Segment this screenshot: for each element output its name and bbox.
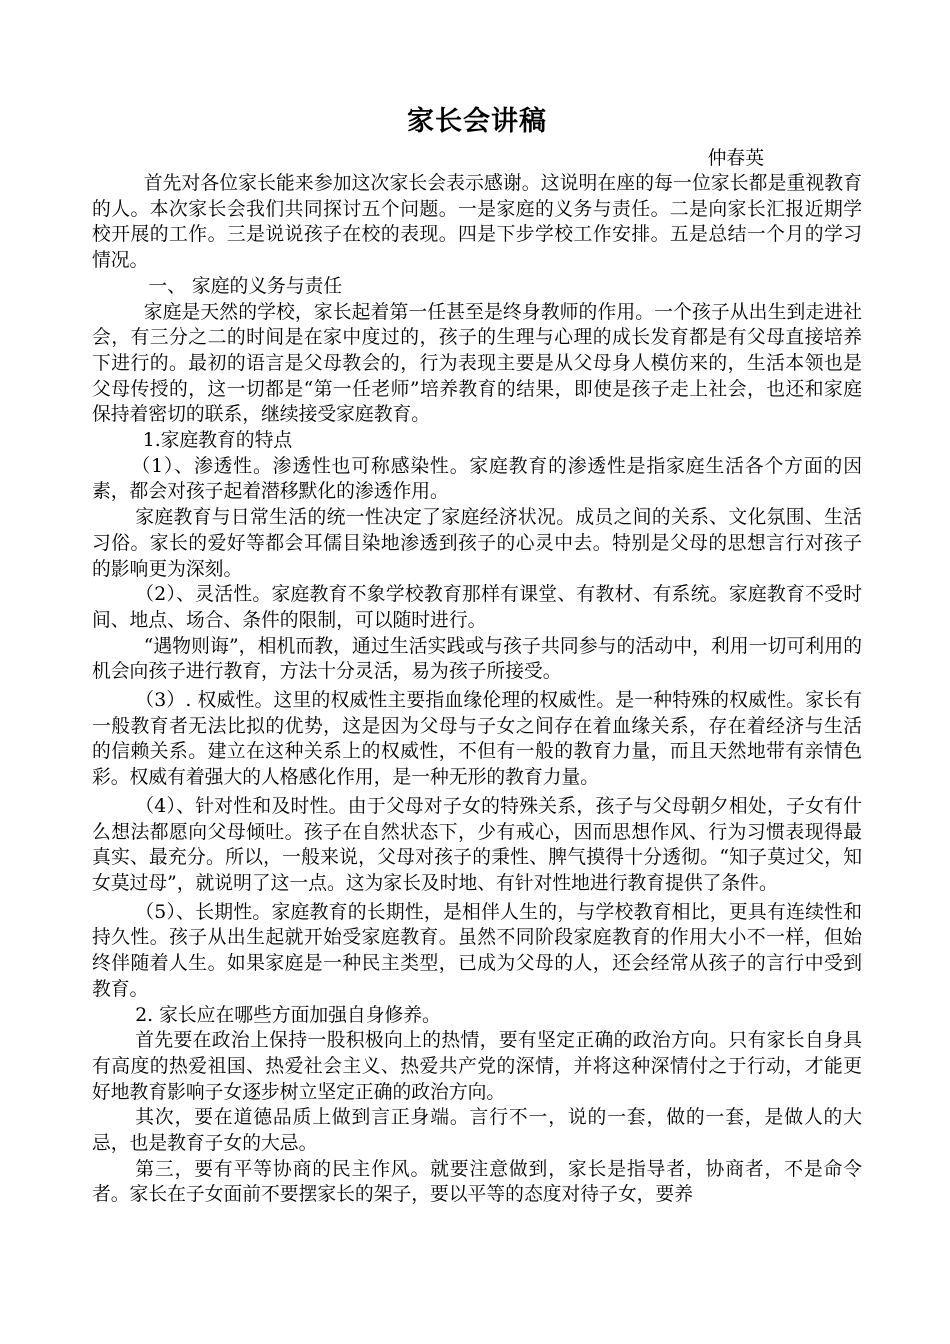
paragraph-permeability: （1）、渗透性。渗透性也可称感染性。家庭教育的渗透性是指家庭生活各个方面的因素，都会对孩子起着潜移默化的渗透作用。 bbox=[92, 455, 862, 503]
paragraph-politics: 首先要在政治上保持一股积极向上的热情，要有坚定正确的政治方向。只有家长自身具有高度的热爱祖国、热爱社会主义、热爱共产党的深情，并将这种深情付之于行动，才能更好地教育影响子女逐步树立坚定正确的政治方向。 bbox=[92, 1030, 862, 1103]
paragraph-authority: （3）. 权威性。这里的权威性主要指血缘伦理的权威性。是一种特殊的权威性。家长有一般教育者无法比拟的优势，这是因为父母与子女之间存在着血缘关系，存在着经济与生活的信赖关系。建立在这种关系上的权威性，不但有一般的教育力量，而且天然地带有亲情色彩。权威有着强大的人格感化作用，是一种无形的教育力量。 bbox=[92, 690, 862, 789]
author-name: 仲春英 bbox=[707, 148, 764, 169]
paragraph-daily-life: 家庭教育与日常生活的统一性决定了家庭经济状况。成员之间的关系、文化氛围、生活习俗。家长的爱好等都会耳儒目染地渗透到孩子的心灵中去。特别是父母的思想言行对孩子的影响更为深刻。 bbox=[92, 507, 862, 580]
section-heading-1: 一、 家庭的义务与责任 bbox=[148, 275, 343, 297]
paragraph-intro: 首先对各位家长能来参加这次家长会表示感谢。这说明在座的每一位家长都是重视教育的人。本次家长会我们共同探讨五个问题。一是家庭的义务与责任。二是向家长汇报近期学校开展的工作。三是说说孩子在校的表现。四是下步学校工作安排。五是总结一个月的学习情况。 bbox=[92, 173, 862, 272]
paragraph-timeliness: （4）、针对性和及时性。由于父母对子女的特殊关系，孩子与父母朝夕相处，子女有什么想法都愿向父母倾吐。孩子在自然状态下，少有戒心，因而思想作风、行为习惯表现得最真实、最充分。所以，一般来说，父母对孩子的秉性、脾气摸得十分透彻。“知子莫过父，知女莫过母”，就说明了这一点。这为家长及时地、有针对性地进行教育提供了条件。 bbox=[92, 795, 862, 894]
paragraph-family-school: 家庭是天然的学校，家长起着第一任甚至是终身教师的作用。一个孩子从出生到走进社会，有三分之二的时间是在家中度过的，孩子的生理与心理的成长发育都是有父母直接培养下进行的。最初的语言是父母教会的，行为表现主要是从父母身人模仿来的，生活本领也是父母传授的，这一切都是“第一任老师”培养教育的结果，即使是孩子走上社会，也还和家庭保持着密切的联系，继续接受家庭教育。 bbox=[92, 301, 862, 426]
document-page bbox=[92, 100, 862, 1208]
subheading-self-cultivation: 2. 家长应在哪些方面加强自身修养。 bbox=[135, 1004, 441, 1026]
paragraph-flexibility: （2）、灵活性。家庭教育不象学校教育那样有课堂、有教材、有系统。家庭教育不受时间、地点、场合、条件的限制，可以随时进行。 bbox=[92, 584, 862, 631]
document-title: 家长会讲稿 bbox=[407, 106, 547, 137]
paragraph-long-term: （5）、长期性。家庭教育的长期性，是相伴人生的，与学校教育相比，更具有连续性和持久性。孩子从出生起就开始受家庭教育。虽然不同阶段家庭教育的作用大小不一样，但始终伴随着人生。如果家庭是一种民主类型，已成为父母的人，还会经常从孩子的言行中受到教育。 bbox=[92, 901, 862, 1000]
paragraph-morality: 其次，要在道德品质上做到言正身端。言行不一，说的一套，做的一套，是做人的大忌，也是教育子女的大忌。 bbox=[92, 1107, 862, 1155]
subheading-features: 1.家庭教育的特点 bbox=[142, 430, 293, 452]
paragraph-teach-by-chance: “遇物则诲”，相机而教，通过生活实践或与孩子共同参与的活动中，利用一切可利用的机会向孩子进行教育，方法十分灵活，易为孩子所接受。 bbox=[92, 635, 862, 683]
paragraph-democracy: 第三，要有平等协商的民主作风。就要注意做到，家长是指导者，协商者，不是命令者。家长在子女面前不要摆家长的架子，要以平等的态度对待子女，要养 bbox=[92, 1158, 862, 1206]
